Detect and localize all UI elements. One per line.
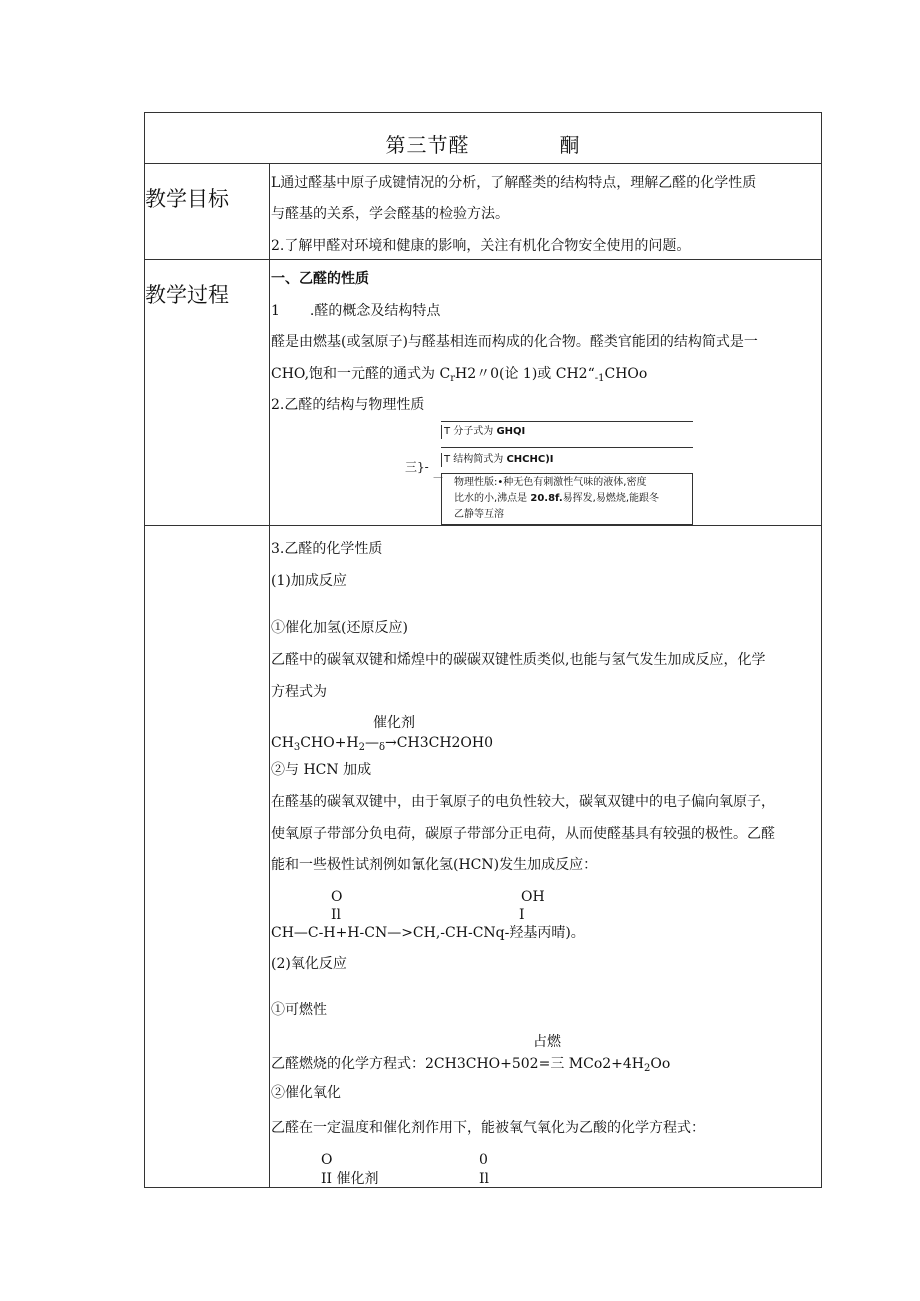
physical-line: 乙静等互溶: [454, 509, 504, 520]
lesson-plan-table: [144, 112, 822, 1188]
physical-line: [454, 492, 659, 506]
subsection-2: 2.乙醛的结构与物理性质: [271, 397, 425, 413]
physical-text: 易挥发,易燃烧,能跟冬: [562, 493, 659, 504]
diagram-value: CHCHC)I: [506, 454, 554, 465]
paragraph-line: 乙醛中的碳氧双键和烯煌中的碳碳双键性质类似,也能与氢气发生加成反应，化学: [271, 652, 766, 668]
goal-line-1: L通过醛基中原子成键情况的分析，了解醛类的结构特点，理解乙醛的化学性质: [271, 175, 757, 191]
row-label-goals: 教学目标: [145, 187, 229, 211]
subsection-3: 3.乙醛的化学性质: [271, 541, 383, 557]
equation-text: Oo: [650, 1056, 671, 1072]
equation-text: →CH3CH2OH0: [385, 735, 494, 751]
diagram-rule: [441, 447, 693, 449]
physical-value: 20.8f.: [530, 493, 563, 504]
paragraph-line: [271, 364, 647, 389]
row-label-process: 教学过程: [145, 283, 229, 307]
equation-hydrogenation: [271, 733, 493, 758]
goal-line-3: 2.了解甲醛对环境和健康的影响，关注有机化合物安全使用的问题。: [271, 238, 691, 254]
hcn-oxygen: O: [331, 889, 343, 905]
subsection-number: 1: [271, 303, 280, 319]
oxidation-oxygen: O: [321, 1152, 333, 1168]
title-left: 第三节醛: [385, 133, 470, 157]
title-right: 酮: [559, 133, 581, 157]
diagram-box: [433, 421, 693, 529]
hcn-hydroxyl: OH: [521, 889, 545, 905]
reaction-1b: ②与 HCN 加成: [271, 762, 372, 778]
equation-hcn: CH—C-H+H-CN—>CH,-CH-CNq-羟基丙晴)。: [271, 925, 585, 941]
diagram-dash: 一: [433, 474, 443, 485]
oxidation-bond: Il: [479, 1171, 490, 1187]
column-divider: [269, 163, 270, 1187]
equation-text: 乙醛燃烧的化学方程式：2CH3CHO+502=三 MCo2+4H: [271, 1056, 644, 1072]
formula-sub: r: [450, 373, 455, 384]
equation-sub: 2: [358, 742, 366, 753]
paragraph-line: 乙醛在一定温度和催化剂作用下，能被氧气氧化为乙酸的化学方程式：: [271, 1120, 705, 1136]
page-title: [145, 129, 821, 158]
formula-sub: -1: [594, 373, 605, 384]
structure-diagram: [405, 421, 705, 529]
equation-sub: 2: [644, 1063, 651, 1074]
reaction-1a: ①催化加氢(还原反应): [271, 620, 408, 636]
section-heading: 一、乙醛的性质: [271, 271, 369, 287]
diagram-label: T 分子式为: [444, 426, 497, 437]
formula-text: CHOo: [604, 366, 648, 382]
reaction-2b: ②催化氧化: [271, 1085, 341, 1101]
goal-line-2: 与醛基的关系，学会醛基的检验方法。: [271, 206, 509, 222]
diagram-value: GHQI: [496, 426, 526, 437]
equation-text: CHO+H: [300, 735, 359, 751]
diagram-item-structure: [441, 453, 693, 467]
physical-line: 物理性版:•种无色有刺激性气味的液体,密度: [454, 477, 647, 488]
diagram-label: T 结构简式为: [444, 454, 507, 465]
diagram-physical-box: [441, 473, 693, 525]
equation-sub: δ: [379, 742, 386, 753]
paragraph-line: 醛是由燃基(或氢原子)与醛基相连而构成的化合物。醛类官能团的结构简式是一: [271, 334, 758, 350]
hcn-bond: I: [519, 907, 525, 923]
reaction-type-2: (2)氧化反应: [271, 956, 347, 972]
paragraph-line: 能和一些极性试剂例如氰化氢(HCN)发生加成反应：: [271, 857, 598, 873]
subsection-1: [271, 301, 440, 321]
reaction-2a: ①可燃性: [271, 1002, 327, 1018]
equation-text: CH: [271, 735, 294, 751]
equation-sub: 3: [293, 742, 301, 753]
ignition-label: 占燃: [533, 1034, 561, 1050]
formula-text: CHO,饱和一元醛的通式为 C: [271, 366, 451, 382]
paragraph-line: 在醛基的碳氧双键中，由于氧原子的电负性较大，碳氧双键中的电子偏向氧原子，: [271, 794, 775, 810]
reaction-type-1: (1)加成反应: [271, 573, 347, 589]
hcn-bond: Il: [331, 907, 342, 923]
equation-text: —: [365, 735, 380, 751]
oxidation-bond-catalyst: II 催化剂: [321, 1171, 379, 1187]
diagram-rule: [441, 421, 693, 423]
physical-text: 比水的小,沸点是: [454, 493, 531, 504]
paragraph-line: 方程式为: [271, 684, 327, 700]
diagram-item-formula: [441, 425, 693, 439]
oxidation-oxygen: 0: [479, 1152, 488, 1168]
row-divider: [145, 163, 821, 164]
paragraph-line: 使氧原子带部分负电荷，碳原子带部分正电荷，从而使醛基具有较强的极性。乙醛: [271, 826, 775, 842]
row-divider: [145, 259, 821, 260]
equation-combustion: [271, 1054, 670, 1079]
formula-text: H2〃0(论 1)或 CH2“: [454, 366, 595, 382]
catalyst-label: 催化剂: [373, 715, 415, 731]
subsection-title: .醛的概念及结构特点: [309, 303, 441, 319]
diagram-bracket: 三}-: [405, 460, 429, 474]
